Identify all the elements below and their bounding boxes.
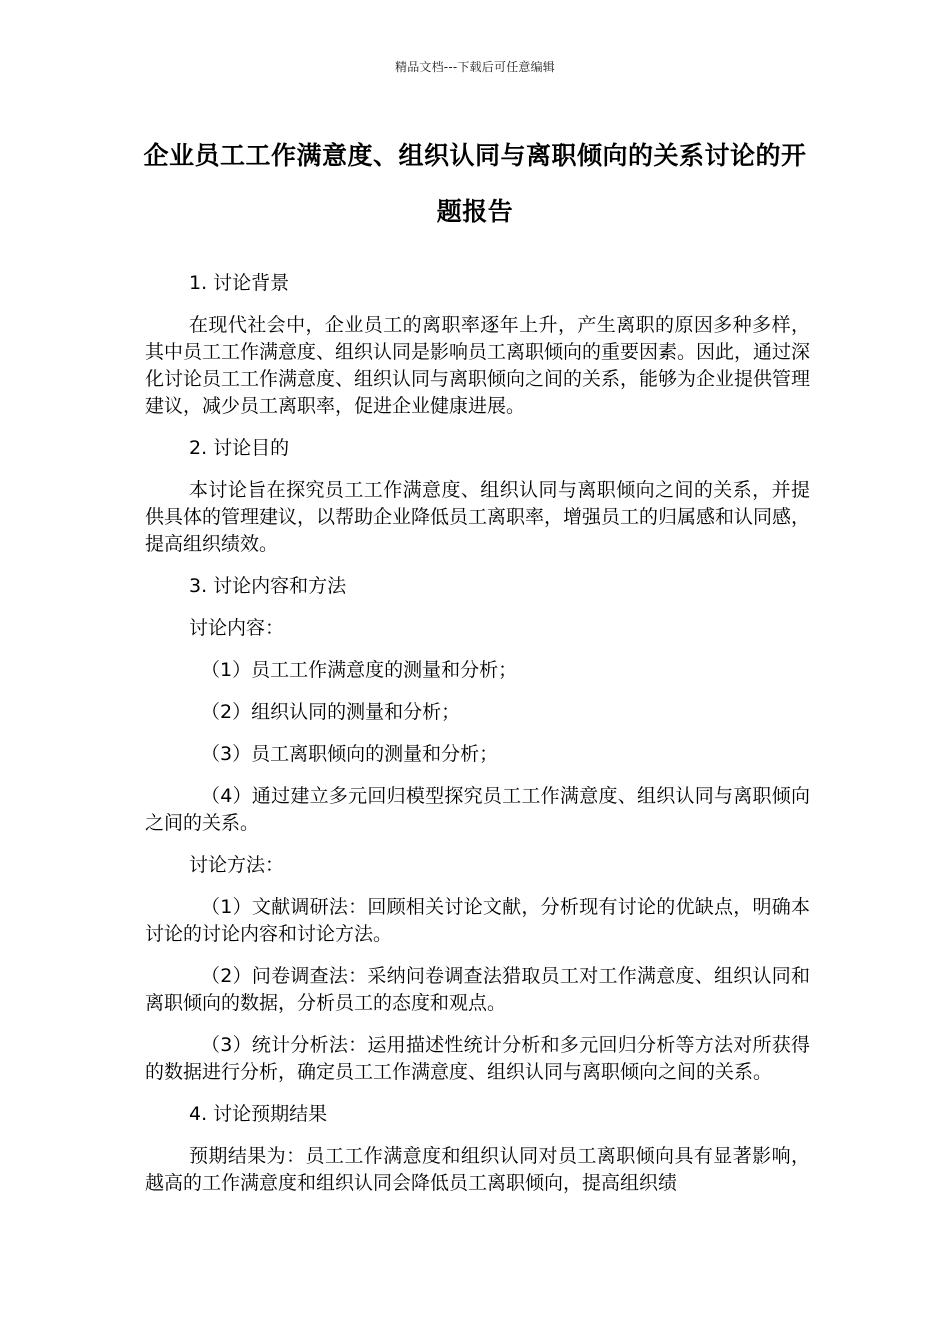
section-heading-results: 4. 讨论预期结果: [189, 1103, 328, 1125]
paragraph-background: 在现代社会中，企业员工的离职率逐年上升，产生离职的原因多种多样，其中员工工作满意度、组织认同是影响员工离职倾向的重要因素。因此，通过深化讨论员工工作满意度、组织认同与离职倾向之间的关系，能够为企业提供管理建议，减少员工离职率，促进企业健康进展。: [145, 314, 811, 417]
content-item: （1）员工工作满意度的测量和分析；: [201, 659, 518, 681]
method-item: （3）统计分析法：运用描述性统计分析和多元回归分析等方法对所获得的数据进行分析，确定员工工作满意度、组织认同与离职倾向之间的关系。: [145, 1034, 810, 1083]
content-item: （4）通过建立多元回归模型探究员工工作满意度、组织认同与离职倾向之间的关系。: [145, 785, 810, 834]
paragraph-purpose: 本讨论旨在探究员工工作满意度、组织认同与离职倾向之间的关系，并提供具体的管理建议，以帮助企业降低员工离职率，增强员工的归属感和认同感，提高组织绩效。: [145, 479, 811, 555]
document-title: 企业员工工作满意度、组织认同与离职倾向的关系讨论的开题报告: [143, 141, 807, 226]
section-heading-purpose: 2. 讨论目的: [189, 437, 290, 459]
document-body: [145, 270, 810, 1197]
section-heading-background: 1. 讨论背景: [189, 272, 290, 294]
section-heading-content-method: 3. 讨论内容和方法: [189, 575, 347, 597]
content-item: （2）组织认同的测量和分析；: [201, 701, 461, 723]
method-item: （1）文献调研法：回顾相关讨论文献，分析现有讨论的优缺点，明确本讨论的讨论内容和讨论方法。: [145, 896, 810, 945]
method-item: （2）问卷调查法：采纳问卷调查法猎取员工对工作满意度、组织认同和离职倾向的数据，分析员工的态度和观点。: [145, 965, 810, 1014]
content-item: （3）员工离职倾向的测量和分析；: [201, 743, 499, 765]
paragraph-results: 预期结果为：员工工作满意度和组织认同对员工离职倾向具有显著影响，越高的工作满意度和组织认同会降低员工离职倾向，提高组织绩: [145, 1145, 810, 1194]
header-note: 精品文档---下载后可任意编辑: [395, 60, 555, 74]
content-label: 讨论内容：: [189, 617, 285, 639]
method-label: 讨论方法：: [189, 854, 285, 876]
